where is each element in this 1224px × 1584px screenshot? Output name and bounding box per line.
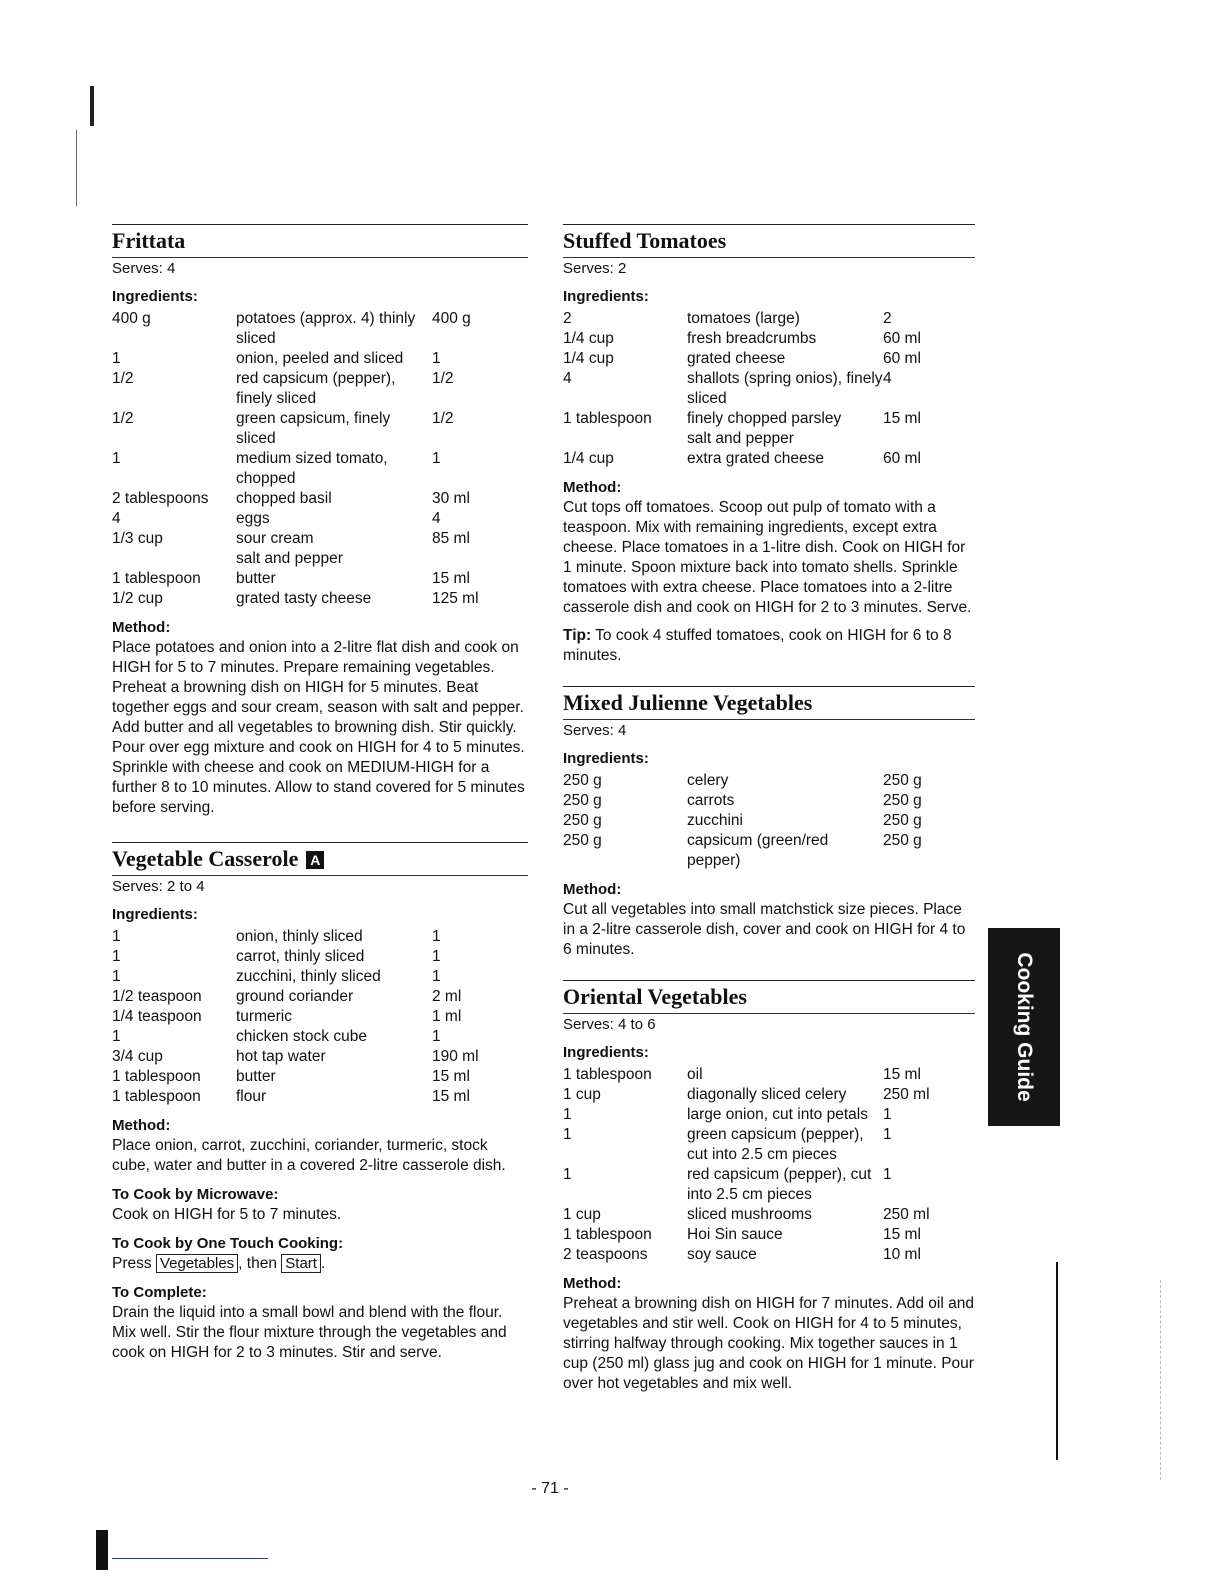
- ingredient-row: [563, 309, 973, 329]
- ingredient-description: hot tap water: [236, 1048, 326, 1065]
- ingredient-row: [563, 429, 973, 449]
- left-column: [112, 224, 528, 1377]
- ingredient-metric: 125 ml: [432, 590, 479, 607]
- ingredient-metric: 15 ml: [883, 1226, 921, 1243]
- method-text: Cut tops off tomatoes. Scoop out pulp of tomato with a teaspoon. Mix with remaining ingredients, except extra cheese. Place tomatoes in a 1-litre dish. Cook on HIGH for 1 minute. Spoon mixture back into tomato shells. Sprinkle tomatoes with extra cheese. Place tomatoes into a 2-litre casserole dish and cook on HIGH for 2 to 3 minutes. Serve.: [563, 499, 972, 616]
- ingredient-description: soy sauce: [687, 1246, 757, 1263]
- method-heading: Method:: [112, 619, 171, 636]
- ingredient-quantity: 1/2 teaspoon: [112, 988, 202, 1005]
- ingredient-quantity: 250 g: [563, 772, 602, 789]
- ingredient-description: sour cream: [236, 530, 314, 547]
- ingredient-description: salt and pepper: [236, 550, 343, 567]
- microwave-heading: To Cook by Microwave:: [112, 1186, 279, 1203]
- vegetables-key: Vegetables: [156, 1254, 238, 1273]
- complete-heading: To Complete:: [112, 1284, 207, 1301]
- ingredient-row: [112, 947, 522, 967]
- ingredient-quantity: 1 tablespoon: [112, 570, 201, 587]
- ingredient-quantity: 1/3 cup: [112, 530, 163, 547]
- ingredient-description: finely chopped parsley: [687, 410, 842, 427]
- ingredient-metric: [883, 429, 973, 449]
- ingredient-row: [112, 449, 522, 489]
- right-column: [563, 224, 975, 1408]
- ingredient-metric: 1: [432, 928, 441, 945]
- recipe-stuffed-tomatoes: [563, 224, 975, 666]
- recipe-title: [112, 842, 528, 873]
- ingredient-metric: 4: [883, 370, 892, 387]
- ingredient-row: [563, 1245, 973, 1265]
- ingredient-quantity: 1: [112, 450, 121, 467]
- ingredient-description: flour: [236, 1088, 267, 1105]
- ingredient-description: fresh breadcrumbs: [687, 330, 817, 347]
- scan-mark: [1056, 1262, 1058, 1460]
- ingredient-metric: 15 ml: [883, 1066, 921, 1083]
- ingredient-row: [112, 489, 522, 509]
- ingredient-description: large onion, cut into petals: [687, 1106, 868, 1123]
- ingredient-quantity: 400 g: [112, 310, 151, 327]
- ingredient-row: [563, 811, 973, 831]
- ingredient-description: tomatoes (large): [687, 310, 800, 327]
- ingredient-quantity: 4: [563, 370, 572, 387]
- ingredient-row: [112, 569, 522, 589]
- ingredient-description: zucchini: [687, 812, 743, 829]
- ingredients-heading: Ingredients:: [563, 1044, 649, 1061]
- ingredient-metric: 250 ml: [883, 1086, 930, 1103]
- ingredient-metric: 1 ml: [432, 1008, 462, 1025]
- ingredient-quantity: 1/4 teaspoon: [112, 1008, 202, 1025]
- ingredient-quantity: 1/2: [112, 410, 134, 427]
- serves: Serves: 4: [563, 719, 975, 740]
- method-text: Cut all vegetables into small matchstick size pieces. Place in a 2-litre casserole dish, cover and cook on HIGH for 4 to 6 minutes.: [563, 901, 966, 958]
- ingredient-description: celery: [687, 772, 729, 789]
- ingredient-description: chopped basil: [236, 490, 332, 507]
- ingredient-quantity: 1 cup: [563, 1206, 601, 1223]
- serves: Serves: 4: [112, 257, 528, 278]
- method-text: Place potatoes and onion into a 2-litre flat dish and cook on HIGH for 5 to 7 minutes. Prepare remaining vegetables. Preheat a browning dish on HIGH for 5 minutes. Beat together eggs and sour cream, season with salt and pepper. Add butter and all vegetables to browning dish. Stir quickly. Pour over egg mixture and cook on HIGH for 4 to 5 minutes. Sprinkle with cheese and cook on MEDIUM-HIGH for a further 8 to 10 minutes. Allow to stand covered for 5 minutes before serving.: [112, 639, 525, 816]
- ingredient-metric: [432, 549, 522, 569]
- ingredient-description: onion, peeled and sliced: [236, 350, 404, 367]
- ingredients-heading: Ingredients:: [112, 288, 198, 305]
- ingredient-metric: 60 ml: [883, 350, 921, 367]
- ingredients-table: [112, 927, 522, 1107]
- ingredient-quantity: 1 cup: [563, 1086, 601, 1103]
- ingredient-quantity: 1/2 cup: [112, 590, 163, 607]
- ingredient-row: [112, 1007, 522, 1027]
- ingredient-row: [112, 549, 522, 569]
- ingredient-row: [563, 1105, 973, 1125]
- ingredient-quantity: 4: [112, 510, 121, 527]
- ingredient-quantity: [563, 429, 687, 449]
- ingredient-row: [112, 967, 522, 987]
- ingredient-description: salt and pepper: [687, 430, 794, 447]
- ingredient-metric: 2: [883, 310, 892, 327]
- scan-mark: [96, 1530, 108, 1570]
- ingredient-quantity: 1 tablespoon: [563, 410, 652, 427]
- ingredient-row: [112, 309, 522, 349]
- ingredients-table: [563, 771, 973, 871]
- ingredient-quantity: 1: [112, 948, 121, 965]
- ingredient-row: [112, 509, 522, 529]
- ingredient-description: carrots: [687, 792, 735, 809]
- recipe-vegetable-casserole: [112, 842, 528, 1363]
- ingredient-row: [563, 771, 973, 791]
- microwave-text: Cook on HIGH for 5 to 7 minutes.: [112, 1206, 342, 1223]
- ingredient-metric: 250 g: [883, 772, 922, 789]
- ingredient-quantity: 2 tablespoons: [112, 490, 209, 507]
- ingredient-quantity: 1/2: [112, 370, 134, 387]
- ingredient-metric: 1: [432, 968, 441, 985]
- ingredient-description: butter: [236, 1068, 276, 1085]
- ingredient-row: [563, 1225, 973, 1245]
- ingredient-row: [112, 1087, 522, 1107]
- recipe-title: Frittata: [112, 224, 528, 255]
- ingredient-description: green capsicum, finely sliced: [236, 410, 391, 447]
- ingredient-row: [112, 369, 522, 409]
- ingredient-quantity: 1 tablespoon: [112, 1068, 201, 1085]
- ingredient-quantity: 1 tablespoon: [112, 1088, 201, 1105]
- recipe-title: Stuffed Tomatoes: [563, 224, 975, 255]
- ingredient-quantity: 250 g: [563, 832, 602, 849]
- ingredient-description: oil: [687, 1066, 703, 1083]
- tip: [563, 626, 975, 666]
- method-heading: Method:: [563, 881, 622, 898]
- recipe-title-text: Vegetable Casserole: [112, 846, 299, 871]
- ingredient-description: chicken stock cube: [236, 1028, 367, 1045]
- recipe-oriental-vegetables: [563, 980, 975, 1394]
- ingredient-description: eggs: [236, 510, 270, 527]
- one-touch-text: [112, 1254, 528, 1274]
- ingredient-quantity: 1 tablespoon: [563, 1066, 652, 1083]
- ingredient-metric: 250 ml: [883, 1206, 930, 1223]
- ingredient-row: [563, 1165, 973, 1205]
- page-number: - 71 -: [531, 1480, 569, 1497]
- tip-label: Tip:: [563, 627, 592, 644]
- ingredient-row: [563, 449, 973, 469]
- ingredient-metric: 1: [432, 948, 441, 965]
- ingredient-metric: 4: [432, 510, 441, 527]
- ingredient-metric: 1: [432, 1028, 441, 1045]
- method-heading: Method:: [563, 479, 622, 496]
- ingredient-description: sliced mushrooms: [687, 1206, 812, 1223]
- section-tab-label: Cooking Guide: [1013, 952, 1036, 1102]
- ingredient-quantity: 250 g: [563, 792, 602, 809]
- ingredient-metric: 15 ml: [432, 570, 470, 587]
- ingredient-row: [563, 349, 973, 369]
- ingredient-description: red capsicum (pepper), finely sliced: [236, 370, 396, 407]
- recipe-title: Mixed Julienne Vegetables: [563, 686, 975, 717]
- end-text: .: [320, 1255, 326, 1272]
- complete-text: Drain the liquid into a small bowl and blend with the flour. Mix well. Stir the flour mixture through the vegetables and cook on HIGH for 2 to 3 minutes. Stir and serve.: [112, 1304, 507, 1361]
- method-text: Preheat a browning dish on HIGH for 7 minutes. Add oil and vegetables and stir well. Cook on HIGH for 4 to 5 minutes, stirring halfway through cooking. Mix together sauces in 1 cup (250 ml) glass jug and cook on HIGH for 1 minute. Pour over hot vegetables and mix well.: [563, 1295, 974, 1392]
- serves: Serves: 2: [563, 257, 975, 278]
- serves: Serves: 2 to 4: [112, 875, 528, 896]
- ingredient-quantity: 1: [563, 1106, 572, 1123]
- ingredient-metric: 15 ml: [432, 1068, 470, 1085]
- ingredient-row: [112, 1047, 522, 1067]
- recipe-title: Oriental Vegetables: [563, 980, 975, 1011]
- ingredient-row: [563, 329, 973, 349]
- method-heading: Method:: [112, 1117, 171, 1134]
- ingredient-metric: 1: [883, 1106, 892, 1123]
- ingredient-row: [112, 409, 522, 449]
- ingredient-quantity: 1: [563, 1166, 572, 1183]
- ingredient-row: [563, 409, 973, 429]
- ingredient-description: zucchini, thinly sliced: [236, 968, 381, 985]
- ingredient-row: [563, 1205, 973, 1225]
- one-touch-heading: To Cook by One Touch Cooking:: [112, 1235, 344, 1252]
- press-text: Press: [112, 1255, 152, 1272]
- ingredient-description: grated cheese: [687, 350, 786, 367]
- scan-mark: [76, 130, 77, 206]
- ingredient-metric: 1/2: [432, 410, 454, 427]
- ingredient-metric: 1/2: [432, 370, 454, 387]
- ingredient-metric: 60 ml: [883, 450, 921, 467]
- ingredient-row: [112, 589, 522, 609]
- ingredient-metric: 1: [432, 350, 441, 367]
- ingredient-metric: 250 g: [883, 832, 922, 849]
- ingredient-quantity: 1/4 cup: [563, 450, 614, 467]
- ingredient-description: potatoes (approx. 4) thinly sliced: [236, 310, 416, 347]
- auto-cook-badge: A: [306, 851, 324, 869]
- ingredient-description: grated tasty cheese: [236, 590, 372, 607]
- ingredient-description: butter: [236, 570, 276, 587]
- ingredient-row: [112, 349, 522, 369]
- ingredient-description: ground coriander: [236, 988, 354, 1005]
- ingredient-row: [563, 369, 973, 409]
- ingredient-quantity: 250 g: [563, 812, 602, 829]
- ingredient-quantity: 1/4 cup: [563, 350, 614, 367]
- ingredient-metric: 85 ml: [432, 530, 470, 547]
- section-tab: [988, 928, 1060, 1126]
- ingredient-metric: 250 g: [883, 812, 922, 829]
- ingredient-quantity: 1: [112, 1028, 121, 1045]
- recipe-mixed-julienne: [563, 686, 975, 960]
- ingredients-heading: Ingredients:: [563, 750, 649, 767]
- ingredient-metric: 10 ml: [883, 1246, 921, 1263]
- ingredient-row: [112, 987, 522, 1007]
- ingredient-description: turmeric: [236, 1008, 292, 1025]
- ingredient-metric: 1: [883, 1166, 892, 1183]
- ingredient-row: [112, 1027, 522, 1047]
- tip-text: To cook 4 stuffed tomatoes, cook on HIGH for 6 to 8 minutes.: [563, 627, 952, 664]
- ingredient-metric: 2 ml: [432, 988, 462, 1005]
- then-text: , then: [238, 1255, 277, 1272]
- ingredient-quantity: 1/4 cup: [563, 330, 614, 347]
- ingredient-row: [563, 1125, 973, 1165]
- ingredient-metric: 1: [883, 1126, 892, 1143]
- ingredient-description: diagonally sliced celery: [687, 1086, 847, 1103]
- ingredient-row: [112, 1067, 522, 1087]
- ingredients-table: [563, 309, 973, 469]
- ingredient-quantity: 1: [112, 968, 121, 985]
- ingredient-description: onion, thinly sliced: [236, 928, 363, 945]
- recipe-frittata: [112, 224, 528, 818]
- ingredient-row: [112, 927, 522, 947]
- ingredient-quantity: 2 teaspoons: [563, 1246, 648, 1263]
- ingredient-description: Hoi Sin sauce: [687, 1226, 783, 1243]
- ingredient-quantity: 1 tablespoon: [563, 1226, 652, 1243]
- ingredient-row: [563, 1065, 973, 1085]
- ingredient-metric: 15 ml: [883, 410, 921, 427]
- method-text: Place onion, carrot, zucchini, coriander, turmeric, stock cube, water and butter in a covered 2-litre casserole dish.: [112, 1137, 506, 1174]
- ingredient-description: red capsicum (pepper), cut into 2.5 cm pieces: [687, 1166, 872, 1203]
- ingredient-quantity: 1: [112, 350, 121, 367]
- ingredient-metric: 1: [432, 450, 441, 467]
- ingredient-metric: 60 ml: [883, 330, 921, 347]
- ingredient-description: green capsicum (pepper), cut into 2.5 cm pieces: [687, 1126, 864, 1163]
- ingredients-heading: Ingredients:: [112, 906, 198, 923]
- ingredient-description: extra grated cheese: [687, 450, 825, 467]
- ingredient-metric: 190 ml: [432, 1048, 479, 1065]
- ingredient-row: [563, 791, 973, 811]
- ingredient-quantity: [112, 549, 236, 569]
- ingredient-description: medium sized tomato, chopped: [236, 450, 388, 487]
- ingredients-table: [563, 1065, 973, 1265]
- ingredients-table: [112, 309, 522, 609]
- ingredient-description: carrot, thinly sliced: [236, 948, 365, 965]
- ingredient-quantity: 1: [112, 928, 121, 945]
- ingredient-row: [112, 529, 522, 549]
- ingredient-metric: 400 g: [432, 310, 471, 327]
- serves: Serves: 4 to 6: [563, 1013, 975, 1034]
- ingredient-metric: 250 g: [883, 792, 922, 809]
- ingredient-metric: 30 ml: [432, 490, 470, 507]
- ingredient-row: [563, 1085, 973, 1105]
- start-key: Start: [281, 1254, 321, 1273]
- ingredient-quantity: 3/4 cup: [112, 1048, 163, 1065]
- scan-line: [112, 1558, 268, 1559]
- ingredient-description: shallots (spring onios), finely sliced: [687, 370, 883, 407]
- scan-mark: [90, 86, 94, 126]
- method-heading: Method:: [563, 1275, 622, 1292]
- ingredient-description: capsicum (green/red pepper): [687, 832, 829, 869]
- ingredients-heading: Ingredients:: [563, 288, 649, 305]
- scan-mark: [1160, 1280, 1162, 1480]
- ingredient-quantity: 2: [563, 310, 572, 327]
- ingredient-quantity: 1: [563, 1126, 572, 1143]
- ingredient-row: [563, 831, 973, 871]
- ingredient-metric: 15 ml: [432, 1088, 470, 1105]
